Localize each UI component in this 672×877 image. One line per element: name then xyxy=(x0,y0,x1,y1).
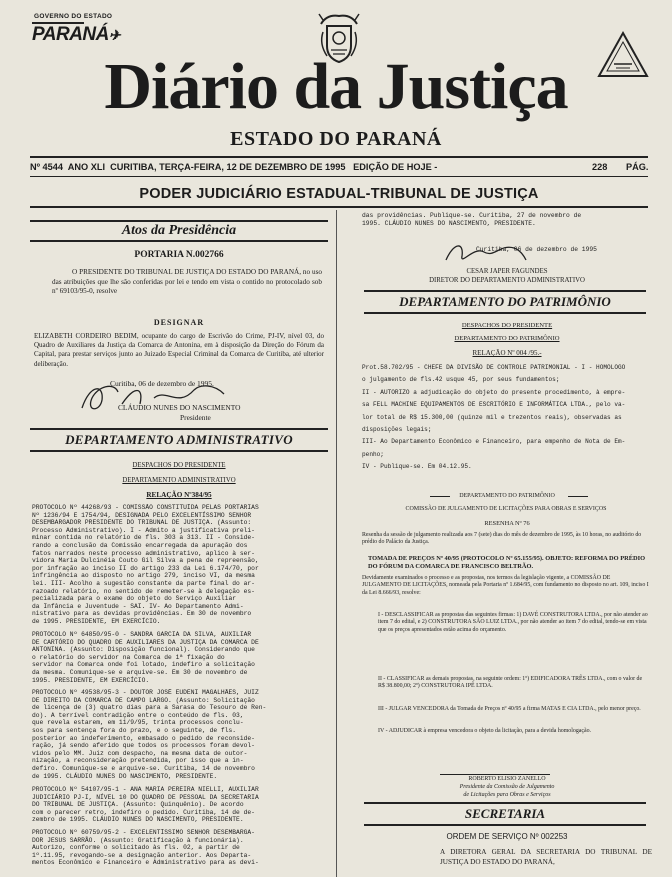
tomada-body: Devidamente examinados o processo e as propostas, nos termos da legislação vigente, a COMISSÃO DE JULGAMENTO DE LICITAÇÕES, nomeada pela Portaria nº 1.684/95, com fundamento no disposto no art. 109, inciso I da Lei 8.666/93, resolve: xyxy=(362,575,649,596)
issue-date: CURITIBA, TERÇA-FEIRA, 12 DE DEZEMBRO DE 1995 xyxy=(110,162,346,172)
item-1: I - DESCLASSIFICAR as propostas das seguintes firmas: 1) DAVÉ CONSTRUTORA LTDA., por não atender ao item 7 do edital, e 2) CONSTRUTORA SÃO LUIZ LTDA., por não atender ao item 7 do edital, tendo-se em vista que os preços apresentados estão acima do orçamento. xyxy=(378,612,648,633)
protocolo-3: PROTOCOLO Nº 49538/95-3 - DOUTOR JOSÉ EUDENI MAGALHÃES, JUIZ DE DIREITO DA COMARCA DE CAMPO LARGO. (Assunto: Solicitação de licença de (3) quatro dias para a Sarasa do Tesouro de Ren- do). A terrível contradição entre o conteúdo de fls. 03, que revela estarem, em 11/9/95, trinta processos conclu- sos para sentença fora do prazo, e o seguinte, de fls. posterior ao indeferimento, embasado o pedido de reconside- ração, já sendo aferido que todos os processos foram devol- vidos pelo MM. Juiz com despacho, na mesma data de outor- nização, a reconsideração pretendida, por isso que a in- defiro. Comunique-se e arquive-se. Curitiba, 14 de novembro de 1995. CLÁUDIO NUNES DO NASCIMENTO, PRESIDENTE. xyxy=(32,689,267,780)
tomada-label: TOMADA DE PREÇOS Nº 40/95 (PROTOCOLO Nº 65.155/95). OBJETO: REFORMA DO PRÉDIO DO FÓRUM DA COMARCA DE FRANCISCO BELTRÃO. xyxy=(368,555,646,570)
portaria-body: O PRESIDENTE DO TRIBUNAL DE JUSTIÇA DO ESTADO DO PARANÁ, no uso das atribuições que lhe são conferidas por lei e tendo em vista o contido no protocolado sob nº 69103/95-0, resolve xyxy=(52,268,322,296)
comissao-label: COMISSÃO DE JULGAMENTO DE LICITAÇÕES PARA OBRAS E SERVIÇOS xyxy=(405,506,607,512)
signer-role: Presidente xyxy=(180,413,211,422)
commission-role-1: Presidente da Comissão de Julgamento xyxy=(459,784,555,790)
dash-rule-l xyxy=(430,496,450,497)
banner: PODER JUDICIÁRIO ESTADUAL-TRIBUNAL DE JUSTIÇA xyxy=(139,186,539,202)
resenha-intro: Resenha da sessão de julgamento realizada aos 7 (sete) dias do mês de dezembro de 1995, às 10 horas, no auditório do prédio do Palácio da Justiça. xyxy=(362,532,642,546)
logo-mark-icon: ✈ xyxy=(108,27,121,43)
gov-label: GOVERNO DO ESTADO xyxy=(34,13,113,20)
masthead-subtitle: ESTADO DO PARANÁ xyxy=(230,128,442,150)
column-divider xyxy=(336,210,337,877)
signer-name: CLÁUDIO NUNES DO NASCIMENTO xyxy=(118,403,241,412)
protocolo-4: PROTOCOLO Nº 54107/95-1 - ANA MARIA PEREIRA NIELLI, AUXILIAR JUDICIÁRIO PJ-I, NÍVEL 10 DO QUADRO DE PESSOAL DA SECRETARIA DO TRIBUNAL DE JUSTIÇA. (Assunto: Quinquênio). De acordo com o parecer retro, indefiro o pedido. Curitiba, 14 de de- zembro de 1995. CLÁUDIO NUNES DO NASCIMENTO, PRESIDENTE. xyxy=(32,786,259,824)
dept-pat-sub: DEPARTAMENTO DO PATRIMÔNIO xyxy=(454,335,560,342)
patrimonio-header: DEPARTAMENTO DO PATRIMÔNIO xyxy=(364,290,646,314)
dept-admin-header: DEPARTAMENTO ADMINISTRATIVO xyxy=(30,428,328,452)
right-top-text: das providências. Publique-se. Curitiba, 27 de novembro de 1995. CLÁUDIO NUNES DO NASCIMENTO, PRESIDENTE. xyxy=(362,212,582,227)
issue-year: ANO XLI xyxy=(67,162,106,172)
dash-rule-r xyxy=(568,496,588,497)
item-2: II - CLASSIFICAR as demais propostas, na seguinte ordem: 1º) EDIFICADORA TRÊS LTDA., com o valor de R$ 38.800,00; 2º) CONSTRUTORA IPÊ LTDA. xyxy=(378,676,643,690)
commission-role-2: de Licitações para Obras e Serviços xyxy=(463,792,551,798)
issue-line xyxy=(30,162,648,172)
right-top-date: Curitiba, 06 de dezembro de 1995 xyxy=(476,246,597,253)
item-4: IV - ADJUDICAR à empresa vencedora o objeto da licitação, para a devida homologação. xyxy=(378,728,592,734)
protocolo-5: PROTOCOLO Nº 60759/95-2 - EXCELENTÍSSIMO SENHOR DESEMBARGA- DOR JESUS SARRÃO. (Assunto: Gratificação à funcionária). Autorizo, conforme o solicitado às fls. 02, a partir de 1º.11.95, revogando-se a designação anterior. Aos Departa- mentos Econômico e Financeiro e Administrativo para as devi- xyxy=(32,829,259,867)
issue-pages: 228 xyxy=(592,162,608,172)
logo-rule xyxy=(32,22,84,24)
sign-date: Curitiba, 06 de dezembro de 1995. xyxy=(110,379,214,388)
resenha-label: RESENHA Nº 76 xyxy=(484,520,530,527)
state-logo-text: PARANÁ xyxy=(32,24,109,45)
protocolo-1: PROTOCOLO Nº 44268/93 - COMISSÃO CONSTITUÍDA PELAS PORTARIAS Nº 1236/94 E 1754/94, DESIGNADA PELO EXCELENTÍSSIMO SENHOR DESEMBARGADOR PRESIDENTE DO TRIBUNAL DE JUSTIÇA. (Assunto: Processo Administrativo). I - Admito a justificativa preli- minar contida no relatório de fls. 303 a 313. II - Conside- rando a conclusão da Comissão encarregada da apuração dos fatos narrados neste processo administrativo, aplico à ser- vidora Maria Dulcinéia Couto Gil Silva a pena de repreensão, por infração ao inciso II do artigo 233 da Lei 6.174/70, por infringência ao disposto no artigo 279, inciso VI, da mesma lei. III- Acolho a sugestão constante da parte final do ar- razoado relatório, no sentido de remeter-se à delegação es- pecializada para o exame do objeto do Serviço Auxiliar da Infância e Juventude - SAI. IV- Ao Departamento Admi- nistrativo para as devidas providências. Em 30 de novembro de 1995. PRESIDENTE, EM EXERCÍCIO. xyxy=(32,504,259,625)
relacao-label-2: RELAÇÃO Nº 004 /95.- xyxy=(472,349,542,357)
sig-line xyxy=(440,774,550,775)
issue-bottom-rule xyxy=(30,176,648,177)
portaria-title: PORTARIA N.002766 xyxy=(134,250,224,260)
masthead-title: Diário da Justiça xyxy=(104,50,568,123)
despachos-label-2: DESPACHOS DO PRESIDENTE xyxy=(461,322,553,329)
dept-admin-sub: DEPARTAMENTO ADMINISTRATIVO xyxy=(122,477,236,484)
right-top-role: DIRETOR DO DEPARTAMENTO ADMINISTRATIVO xyxy=(429,277,585,284)
issue-pages-label: PÁG. xyxy=(626,162,649,172)
atos-header: Atos da Presidência xyxy=(30,220,328,242)
protocolo-2: PROTOCOLO Nº 64850/95-0 - SANDRA GARCIA DA SILVA, AUXILIAR DE CARTÓRIO DO QUADRO DE AUXILIARES DA JUSTIÇA DA COMARCA DE ANTONINA. (Assunto: Disposição funcional). Considerando que o relatório do servidor na Comarca de 1ª fixação do servidor na Comarca onde foi lotado, indefiro a solicitação da mesma. Comunique-se e arquive-se. Em 30 de novembro de 1995. PRESIDENTE, EM EXERCÍCIO. xyxy=(32,631,259,684)
issue-edition: EDIÇÃO DE HOJE - xyxy=(353,162,438,172)
commission-signer: ROBERTO ELISIO ZANELLO xyxy=(468,776,546,782)
item-3: III - JULGAR VENCEDORA da Tomada de Preços nº 40/95 a firma MATAS E CIA LTDA., pelo menor preço. xyxy=(378,706,641,712)
banner-rule xyxy=(30,206,648,208)
dept-pat-2: DEPARTAMENTO DO PATRIMÔNIO xyxy=(459,493,555,499)
patrimonio-protocol: Prot.58.702/95 - CHEFE DA DIVISÃO DE CONTROLE PATRIMONIAL - I - HOMOLOGO o julgamento de fls.42 usque 45, por seus fundamentos; II - AUTORIZO a adjudicação do objeto do presente procedimento, à empre- sa FELL MACHINE EQUIPAMENTOS DE ESCRITÓRIO E INFORMÁTICA LTDA., pelo va- lor total de R$ 15.300,00 (quinze mil e trezentos reais), observadas as disposições legais; III- Ao Departamento Econômico e Financeiro, para empenho de Nota de Em- penho; IV - Publique-se. Em 04.12.95. xyxy=(362,364,626,471)
diretora-text: A DIRETORA GERAL DA SECRETARIA DO TRIBUNAL DE JUSTIÇA DO ESTADO DO PARANÁ, xyxy=(440,848,652,866)
state-logo xyxy=(32,24,120,46)
secretaria-header: SECRETARIA xyxy=(364,802,646,826)
relacao-label: RELAÇÃO Nº384/95 xyxy=(146,491,212,499)
ordem-servico: ORDEM DE SERVIÇO Nº 002253 xyxy=(446,832,568,841)
designar-label: DESIGNAR xyxy=(153,318,205,327)
designar-body: ELIZABETH CORDEIRO BEDIM, ocupante do cargo de Escrivão do Crime, PJ-IV, nível 03, do Quadro de Auxiliares da Justiça da Comarca de Antonina, em à disposição da Direção do Fórum da Capital, para prestar serviços junto ao Juizado Especial Criminal da Comarca de Curitiba, até ulterior deliberação. xyxy=(34,332,324,368)
issue-number: Nº 4544 xyxy=(30,162,63,172)
right-top-signer: CESAR JAPER FAGUNDES xyxy=(466,268,548,275)
issue-top-rule xyxy=(30,156,648,158)
despachos-label: DESPACHOS DO PRESIDENTE xyxy=(132,462,226,469)
